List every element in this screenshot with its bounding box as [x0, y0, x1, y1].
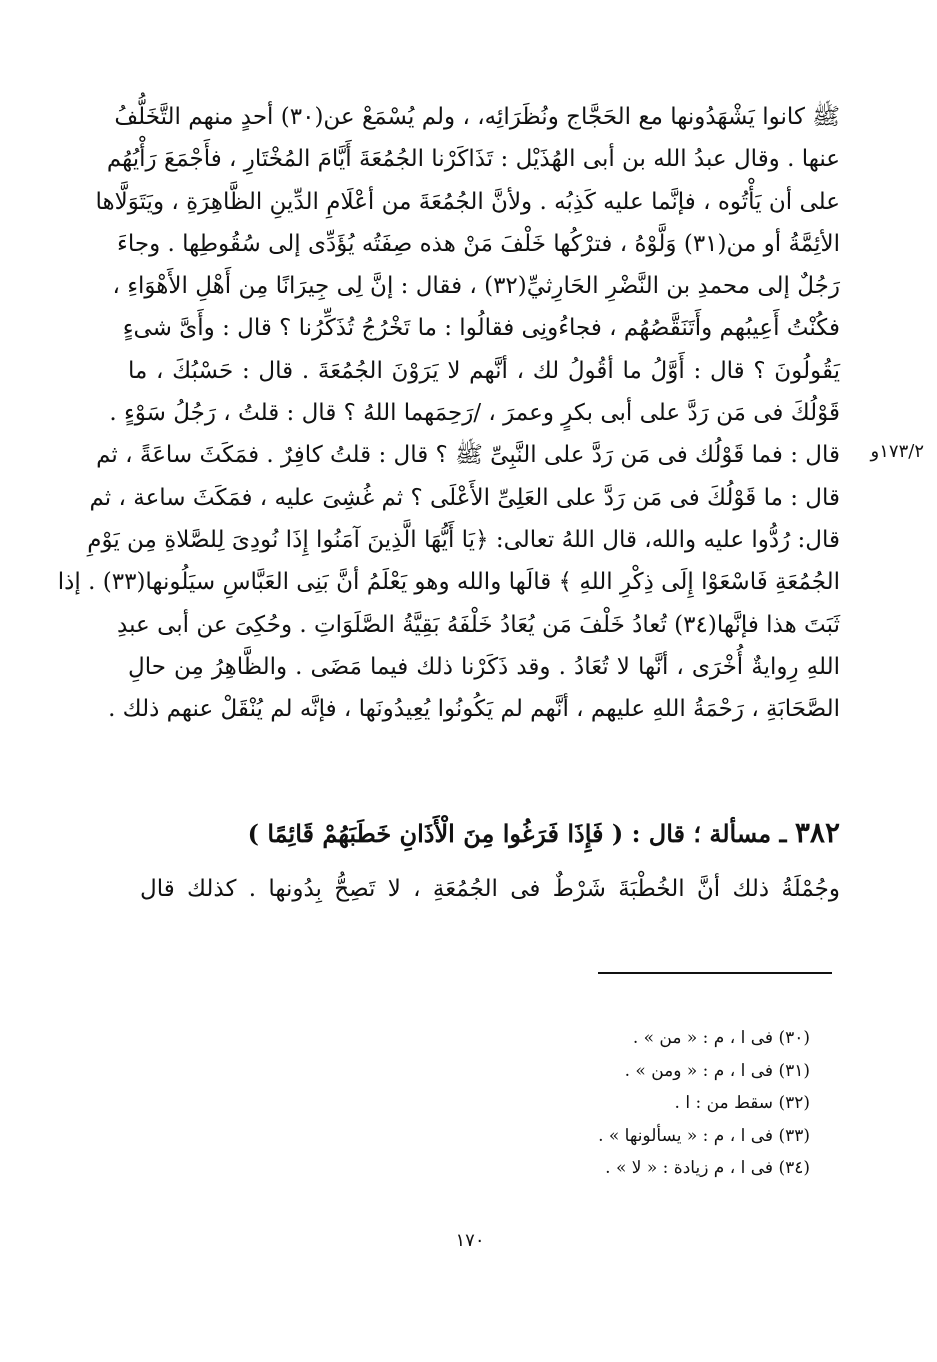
text-line-12: الجُمُعَةِ فَاسْعَوْا إِلَى ذِكْرِ اللهِ ﴾ قالَها والله وهو يَعْلَمُ أنَّ بَنِى العَبَّاسِ سيَلُونها(٣٣) . إذا [57, 569, 840, 596]
text-line-8: قَوْلُكَ فى مَن رَدَّ على أبى بكرٍ وعمرَ ، /رَحِمَهما اللهُ ؟ قال : قلتُ ، رَجُلُ سَوْءٍ . [109, 400, 840, 427]
text-line-10: قال : ما قَوْلُكَ فى مَن رَدَّ على العَلِىِّ الأَعْلَى ؟ ثم غُشِىَ عليه ، فمَكَثَ ساعة ، ثم [89, 484, 840, 511]
text-line-2: عنها . وقال عبدُ الله بن أبى الهُذَيْل : تَذَاكَرْنا الجُمُعَةَ أَيَّامَ المُخْتَارِ ، فأَجْمَعَ رَأْيُهُم [106, 146, 840, 173]
text-line-7: يَقُولُونَ ؟ قال : أَوَّلُ ما أقُولُ لك ، أنَّهم لا يَرَوْنَ الجُمُعَةَ . قال : حَسْبُكَ ، ما [128, 357, 840, 384]
section-number: ٣٨٢ [794, 816, 840, 849]
text-line-1: ﷺ كانوا يَشْهَدُونها مع الحَجَّاج ونُظَرَائِه، ، ولم يُسْمَعْ عن(٣٠) أحدٍ منهم التَّخَلُّفُ [114, 104, 840, 130]
text-line-11: قال: رُدُّوا عليه والله، قال اللهُ تعالى: ﴿يَا أَيُّهَا الَّذِينَ آمَنُوا إِذَا نُودِىَ لِلصَّلاةِ مِن يَوْمِ [87, 526, 840, 553]
text-line-3: على أن يَأْتُوه ، فإنَّما عليه كَذِبُه . ولأنَّ الجُمُعَةَ من أعْلَامِ الدِّينِ الظَّاهِرَةِ ، ويَتَوَلَّاها [95, 188, 840, 215]
footnotes [560, 1022, 810, 1185]
text-line-14: اللهِ رِوايةٌ أُخْرَى ، أنَّها لا تُعَادُ . وقد ذَكَرْنا ذلك فيما مَضَى . والظَّاهِرُ مِن حالِ [128, 653, 840, 680]
continuation-line: وجُمْلَةُ ذلك أنَّ الخُطْبَةَ شَرْطٌ فى الجُمُعَةِ ، لا تَصِحُّ بِدُونها . كذلك قال [140, 876, 840, 902]
section-title: ـ مسألة ؛ قال : ( فَإِذَا فَرَغُوا مِنَ الْأَذَانِ خَطَبَهُمْ قَائِمًا ) [247, 819, 787, 848]
text-line-4: الأئِمَّةُ أو من(٣١) وَلَّوْهُ ، فترْكُها خَلْفَ مَنْ هذه صِفَتُه يُؤَدِّى إلى سُقُوطِها . وجاءَ [117, 230, 840, 257]
margin-reference: ١٧٣/٢و [870, 441, 924, 462]
footnote-33: (٣٣) فى ا ، م : « يسألونها » . [598, 1125, 810, 1146]
footnote-31: (٣١) فى ا ، م : « ومن » . [624, 1060, 810, 1081]
text-line-13: ثَبَتَ هذا فإنَّها(٣٤) تُعادُ خَلْفَ مَن يُعَادُ خَلْفَهُ بَقِيَّةُ الصَّلَوَاتِ . وحُكِىَ عن أبى عبدِ [117, 611, 840, 638]
text-line-6: فكُنْتُ أَعِيبُهم وأَتَنَقَّصُهُم ، فجاءُونِى فقالُوا : ما تَخْرُجُ تُذَكِّرُنا ؟ قال : وأَىَّ شىءٍ [122, 315, 840, 342]
text-line-5: رَجُلٌ إلى محمدِ بن النَّضْرِ الحَارِثيِّ(٣٢) ، فقال : إنَّ لِى جِيرَانًا مِن أَهْلِ الأَهْوَاءِ ، [112, 273, 840, 300]
text-line-15: الصَّحَابَةِ ، رَحْمَةُ اللهِ عليهم ، أنَّهم لم يَكُونُوا يُعِيدُونَها ، فإنَّه لم يُنْقَلْ عنهم ذلك . [108, 696, 840, 723]
footnote-32: (٣٢) سقط من : ا . [674, 1093, 810, 1113]
page-number: ١٧٠ [455, 1230, 485, 1251]
footnote-30: (٣٠) فى ا ، م : « من » . [632, 1028, 810, 1048]
footnote-divider [598, 972, 832, 974]
footnote-34: (٣٤) فى ا ، م زيادة : « لا » . [605, 1158, 810, 1178]
main-text-block [57, 96, 840, 730]
section-heading [246, 812, 840, 854]
text-line-9: قال : فما قَوْلُك فى مَن رَدَّ على النَّبِىِّ ﷺ ؟ قال : قلتُ كافِرٌ . فمَكَثَ ساعَةً ، ثم [96, 442, 840, 469]
